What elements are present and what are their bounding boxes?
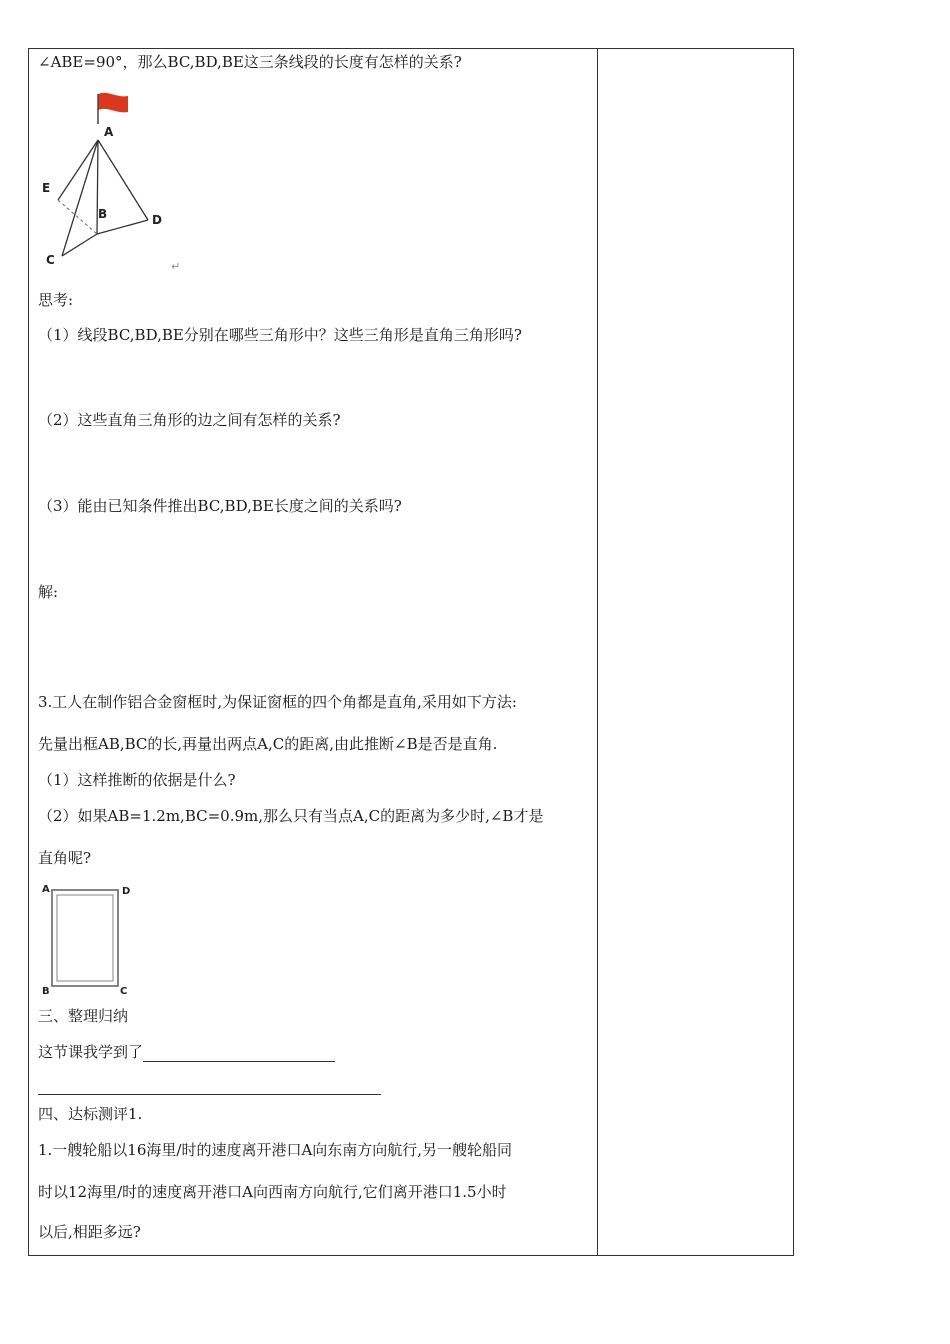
problem-3-question-1: （1）这样推断的依据是什么? (38, 771, 236, 789)
flag-shape (98, 93, 128, 112)
problem-3-question-2: （2）如果AB=1.2m,BC=0.9m,那么只有当点A,C的距离为多少时,∠B才是 (38, 807, 544, 825)
segment-ac (62, 140, 98, 256)
label-c: C (120, 986, 128, 997)
column-divider (597, 48, 598, 1256)
label-d: D (152, 213, 162, 227)
frame-outer (52, 890, 118, 986)
problem-3-question-2-cont: 直角呢? (38, 849, 92, 867)
fill-blank (143, 1045, 335, 1062)
text-line-angle-abe: ∠ABE=90°，那么BC,BD,BE这三条线段的长度有怎样的关系? (38, 53, 462, 71)
question-1: （1）线段BC,BD,BE分别在哪些三角形中？这些三角形是直角三角形吗? (38, 326, 522, 344)
problem-3-line-2: 先量出框AB,BC的长,再量出两点A,C的距离,由此推断∠B是否是直角. (38, 735, 498, 753)
segment-bd (97, 220, 148, 234)
label-b: B (42, 986, 50, 997)
label-b: B (98, 207, 108, 221)
exercise-1-line-2: 时以12海里/时的速度离开港口A向西南方向航行,它们离开港口1.5小时 (38, 1183, 507, 1201)
label-d: D (122, 886, 131, 897)
think-heading: 思考: (38, 291, 74, 309)
window-frame-figure (36, 880, 146, 1002)
question-2: （2）这些直角三角形的边之间有怎样的关系? (38, 411, 341, 429)
label-e: E (42, 181, 51, 195)
exercise-1-line-3: 以后,相距多远? (38, 1223, 141, 1241)
flagpole-figure (36, 88, 196, 274)
question-3: （3）能由已知条件推出BC,BD,BE长度之间的关系吗? (38, 497, 402, 515)
label-a: A (42, 884, 50, 895)
section-4-heading: 四、达标测评1. (38, 1105, 143, 1123)
section-3-heading: 三、整理归纳 (38, 1007, 129, 1025)
solve-label: 解: (38, 583, 59, 601)
exercise-1-line-1: 1.一艘轮船以16海里/时的速度离开港口A向东南方向航行,另一艘轮船同 (38, 1141, 513, 1159)
learned-label: 这节课我学到了 (38, 1043, 144, 1061)
segment-ae (58, 140, 98, 200)
return-mark: ↵ (171, 260, 181, 273)
frame-inner (57, 895, 113, 981)
fill-blank-line-2 (38, 1094, 381, 1095)
problem-3-line-1: 3.工人在制作铝合金窗框时,为保证窗框的四个角都是直角,采用如下方法: (38, 693, 517, 711)
label-c: C (46, 253, 55, 267)
learned-line (38, 1042, 335, 1062)
label-a: A (104, 125, 114, 139)
